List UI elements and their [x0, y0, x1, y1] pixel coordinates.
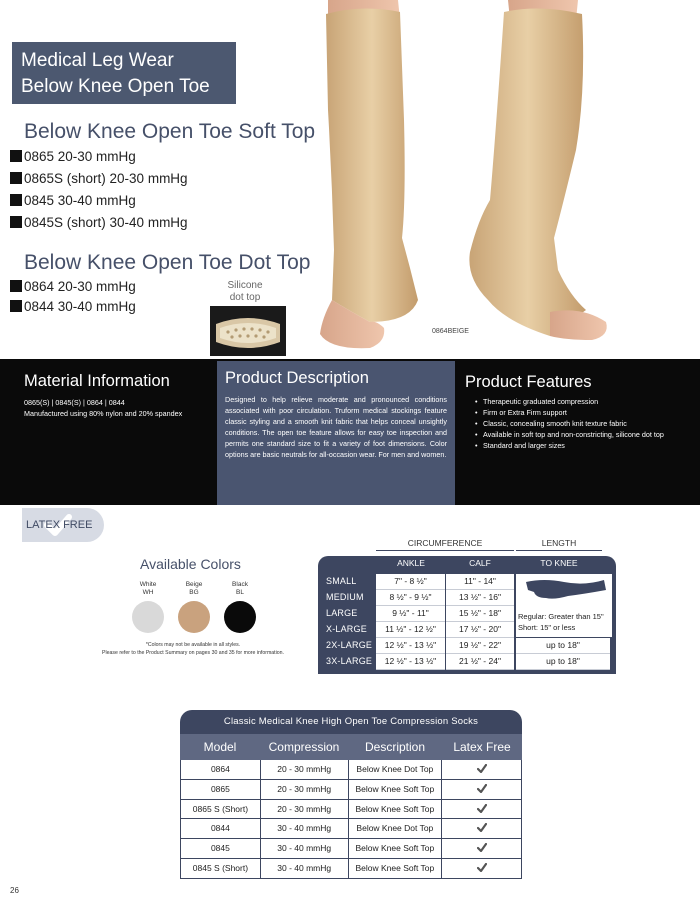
category-line-2: Below Knee Open Toe	[21, 76, 210, 97]
circumference-header: CIRCUMFERENCE	[407, 538, 483, 548]
leg-length-diagram-icon	[524, 576, 608, 604]
cell-compression: 30 - 40 mmHg	[261, 859, 349, 878]
material-title: Material Information	[24, 372, 170, 390]
model-line: 0864 20-30 mmHg	[10, 278, 136, 296]
dot-top-models	[10, 278, 136, 316]
size-row: 2X-LARGE 12 ½" - 13 ½" 19 ½" - 22" up to 18"	[318, 638, 616, 654]
header-compression: Compression	[268, 740, 340, 754]
description-text: Designed to help relieve moderate and pronounced conditions associated with poor circulation. Truform medical stockings feature classic styling and a smooth knit fabric that helps conceal unsightly conditions. The open toe feature allows for easy toe inspection and permits one standard size to fit a variety of foot dimensions. Color options are basic neutrals for all-occasion wear. For men and women.	[225, 395, 447, 459]
check-icon	[442, 839, 521, 858]
bullet-square-icon	[10, 216, 22, 228]
cell-compression: 20 - 30 mmHg	[261, 780, 349, 799]
divider	[376, 550, 514, 551]
table-body	[180, 760, 522, 879]
cell-description: Below Knee Dot Top	[349, 819, 443, 838]
feature-item: • Available in soft top and non-constricting, silicone dot top	[475, 429, 665, 440]
cell-model: 0864	[181, 760, 261, 779]
description-title: Product Description	[225, 369, 369, 387]
soft-top-models	[10, 148, 188, 232]
length-header: LENGTH	[541, 538, 577, 548]
silicone-label: Silicone dot top	[227, 280, 263, 303]
bullet-square-icon	[10, 280, 22, 292]
cell-description: Below Knee Soft Top	[349, 800, 443, 819]
cell-model: 0845	[181, 839, 261, 858]
dot-top-title: Below Knee Open Toe Dot Top	[24, 251, 311, 274]
white-swatch-circle	[132, 601, 164, 633]
swatch-white: White WH	[128, 581, 168, 633]
product-description	[217, 361, 455, 505]
size-row: MEDIUM 8 ½" - 9 ½" 13 ½" - 16"	[318, 590, 616, 606]
check-icon	[442, 819, 521, 838]
size-row: X-LARGE 11 ½" - 12 ½" 17 ½" - 20"	[318, 622, 616, 638]
cell-model: 0865	[181, 780, 261, 799]
model-line: 0865 20-30 mmHg	[10, 148, 188, 166]
size-chart	[318, 536, 618, 676]
material-composition: Manufactured using 80% nylon and 20% spandex	[24, 409, 183, 418]
header-model: Model	[203, 740, 237, 754]
cell-description: Below Knee Soft Top	[349, 839, 443, 858]
check-icon	[442, 760, 521, 779]
to-knee-header: TO KNEE	[540, 558, 578, 568]
colors-title: Available Colors	[140, 556, 241, 572]
product-features	[465, 373, 665, 451]
material-info	[24, 372, 210, 419]
ankle-header: ANKLE	[397, 558, 425, 568]
divider	[516, 550, 602, 551]
photo-caption: 0864BEIGE	[432, 328, 469, 335]
cell-compression: 30 - 40 mmHg	[261, 819, 349, 838]
calf-header: CALF	[469, 558, 491, 568]
length-regular: Regular: Greater than 15"	[518, 612, 604, 621]
silicone-dot-top-photo	[210, 306, 286, 356]
table-row	[181, 819, 521, 839]
feature-item: • Firm or Extra Firm support	[475, 407, 665, 418]
size-row: 3X-LARGE 12 ½" - 13 ½" 21 ½" - 24" up to 18"	[318, 654, 616, 670]
bullet-square-icon	[10, 194, 22, 206]
model-line: 0845 30-40 mmHg	[10, 192, 188, 210]
table-row	[181, 859, 521, 879]
beige-swatch-circle	[178, 601, 210, 633]
material-models: 0865(S) | 0845(S) | 0864 | 0844	[24, 398, 125, 407]
table-caption: Classic Medical Knee High Open Toe Compression Socks	[180, 710, 522, 734]
table-row	[181, 800, 521, 820]
table-row	[181, 839, 521, 859]
model-line: 0865S (short) 20-30 mmHg	[10, 170, 188, 188]
cell-model: 0844	[181, 819, 261, 838]
category-badge	[12, 42, 236, 104]
size-row: LARGE 9 ½" - 11" 15 ½" - 18"	[318, 606, 616, 622]
latex-free-badge	[22, 508, 104, 542]
latex-free-label: LATEX FREE	[26, 519, 93, 531]
header-latex-free: Latex Free	[453, 740, 511, 754]
table-row	[181, 780, 521, 800]
swatch-beige: Beige BG	[174, 581, 214, 633]
model-line: 0844 30-40 mmHg	[10, 298, 136, 316]
feature-item: • Standard and larger sizes	[475, 440, 665, 451]
cell-description: Below Knee Dot Top	[349, 760, 443, 779]
compression-table	[180, 710, 522, 879]
check-icon	[442, 780, 521, 799]
feature-item: • Therapeutic graduated compression	[475, 396, 665, 407]
bullet-square-icon	[10, 150, 22, 162]
cell-compression: 30 - 40 mmHg	[261, 839, 349, 858]
features-list	[465, 396, 665, 451]
soft-top-title: Below Knee Open Toe Soft Top	[24, 120, 316, 143]
to-knee-box	[516, 574, 612, 637]
product-legs-photo	[300, 0, 620, 356]
cell-compression: 20 - 30 mmHg	[261, 760, 349, 779]
cell-description: Below Knee Soft Top	[349, 780, 443, 799]
table-header-row	[180, 734, 522, 760]
cell-compression: 20 - 30 mmHg	[261, 800, 349, 819]
header-description: Description	[364, 740, 426, 754]
swatch-black: Black BL	[220, 581, 260, 633]
colors-note: *Colors may not be available in all styles. Please refer to the Product Summary on pages 30 and 35 for more information.	[102, 642, 284, 656]
cell-model: 0845 S (Short)	[181, 859, 261, 878]
model-line: 0845S (short) 30-40 mmHg	[10, 214, 188, 232]
page-number: 26	[10, 886, 19, 895]
bullet-square-icon	[10, 172, 22, 184]
check-icon	[442, 800, 521, 819]
table-row	[181, 760, 521, 780]
cell-description: Below Knee Soft Top	[349, 859, 443, 878]
cell-model: 0865 S (Short)	[181, 800, 261, 819]
size-row: SMALL 7" - 8 ½" 11" - 14"	[318, 574, 616, 590]
category-line-1: Medical Leg Wear	[21, 50, 174, 71]
feature-item: • Classic, concealing smooth knit texture fabric	[475, 418, 665, 429]
length-short: Short: 15" or less	[518, 623, 576, 632]
black-swatch-circle	[224, 601, 256, 633]
check-icon	[442, 859, 521, 878]
features-title: Product Features	[465, 373, 592, 391]
bullet-square-icon	[10, 300, 22, 312]
